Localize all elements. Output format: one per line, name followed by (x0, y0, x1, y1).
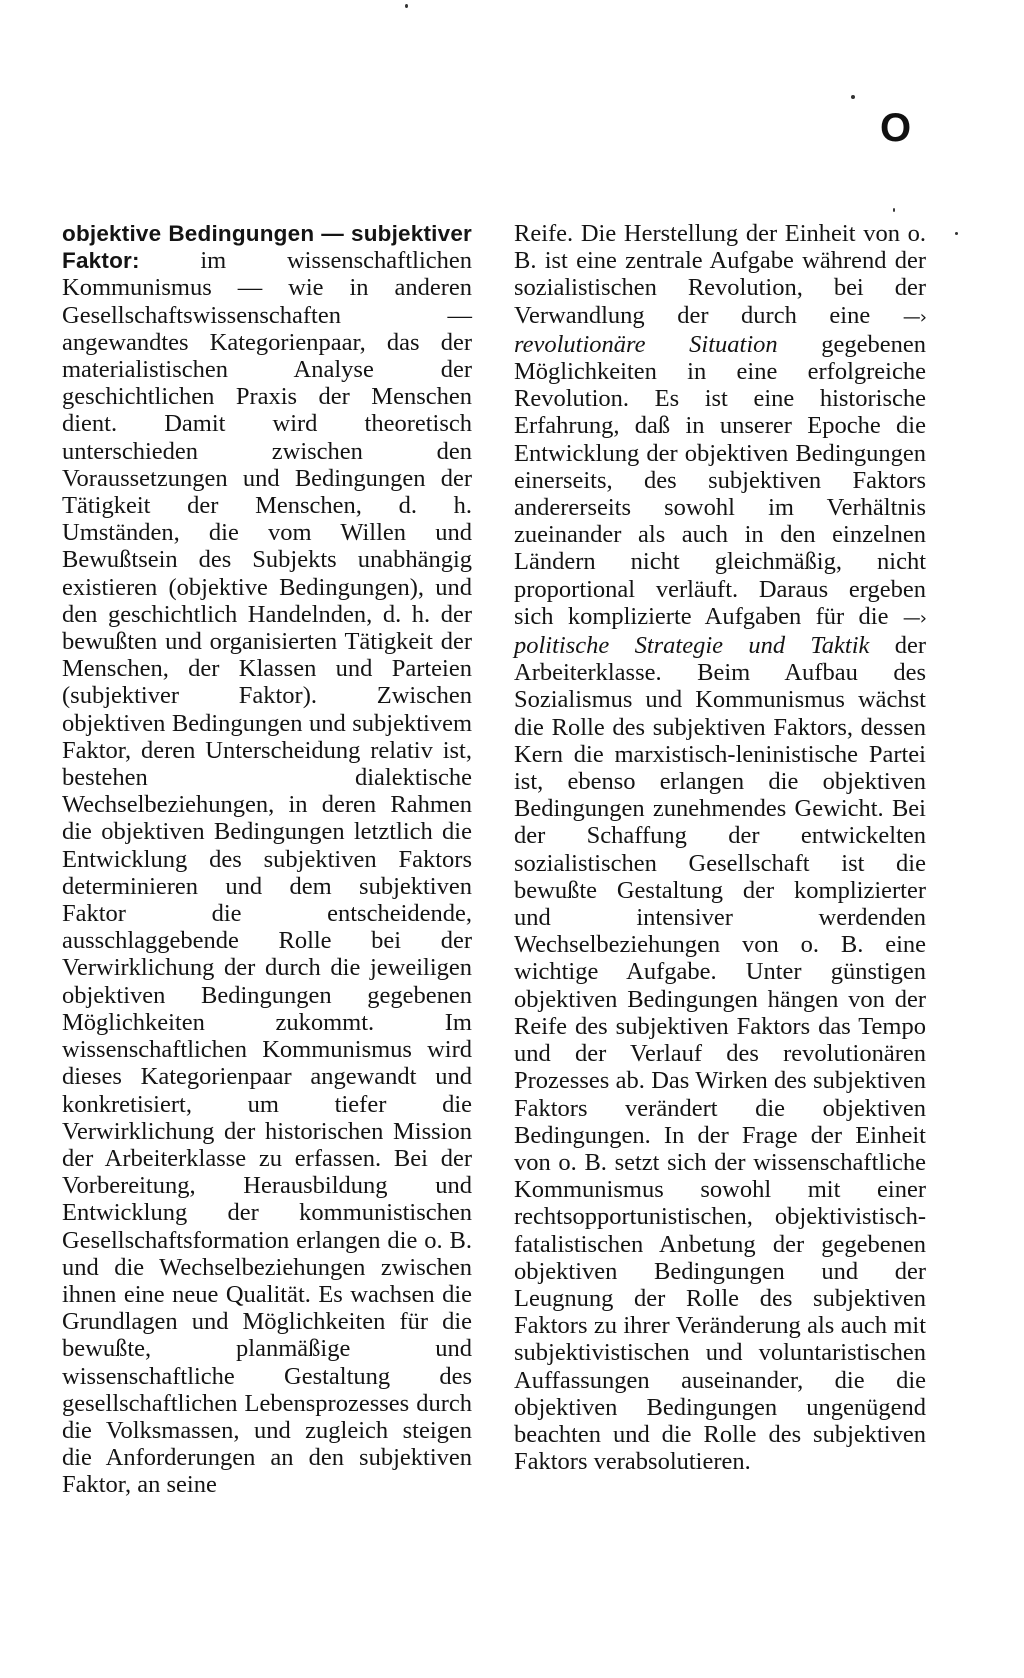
cross-reference-revolutionary-situation[interactable]: revolutionäre Situation (514, 330, 778, 358)
scan-speck (851, 95, 855, 99)
entry-headword: objektive Bedingungen — subjektiver Faktor: (62, 221, 472, 274)
entry-body-part-1: im wissenschaftlichen Kommunismus — wie in anderen Gesellschaftswissenschaften — angewandtes Kategorienpaar, das der materialistischen Analyse der geschichtlichen Praxis der Menschen dient. Damit wird theoretisch unterschieden zwischen den Voraussetzungen und Bedingungen der Tätigkeit der Menschen, d. h. Umständen, die vom Willen und Bewußtsein des Subjekts unabhängig existieren (objektive Bedingungen), und den geschichtlich Handelnden, d. h. der bewußten und organisierten Tätigkeit der Menschen, der Klassen und Parteien (subjektiver Faktor). Zwischen objektiven Bedingungen und subjektivem Faktor, deren Unterscheidung relativ ist, bestehen dialektische Wechselbeziehungen, in deren Rahmen die objektiven Bedingungen letztlich die Entwicklung des subjektiven Faktors determinieren und dem subjektiven Faktor die entscheidende, ausschlaggebende Rolle bei der Verwirklichung der durch die jeweiligen objektiven Bedingungen gegebenen Möglichkeiten zukommt. Im wissenschaftlichen Kommunismus wird dieses Kategorienpaar angewandt und konkretisiert, um tiefer die Verwirklichung der historischen Mission der Arbeiterklasse zu erfassen. Bei der Vorbereitung, Herausbildung und Entwicklung der kommunistischen Gesellschaftsformation erlangen die o. B. und die Wechselbeziehungen zwischen ihnen eine neue Qualität. Es wachsen die Grundlagen und Möglichkeiten für die bewußte, planmäßige und wissenschaftliche Gestaltung des gesellschaftlichen Lebensprozesses durch die Volksmassen, und zugleich steigen die Anforderungen an den subjektiven Faktor, an seine (62, 247, 472, 1499)
entry-paragraph-continued (514, 220, 926, 1475)
entry-body-part-3: gegebenen Möglichkeiten in eine erfolgreiche Revolution. Es ist eine historische Erfahrung, daß in unserer Epoche die Entwicklung der objektiven Bedingungen einerseits, des subjektiven Faktors andererseits sowohl im Verhältnis zueinander als auch in den einzelnen Ländern nicht gleichmäßig, nicht proportional verläuft. Daraus ergeben sich komplizierte Aufgaben für die (514, 330, 926, 630)
cross-reference-arrow-icon: —› (902, 607, 926, 629)
cross-reference-political-strategy[interactable]: politische Strategie und Taktik (514, 632, 870, 660)
left-column (62, 220, 472, 1499)
entry-body-part-2: Reife. Die Herstellung der Einheit von o. B. ist eine zentrale Aufgabe während der sozialistischen Revolution, bei der Verwandlung der durch eine (514, 220, 926, 329)
section-letter: O (880, 106, 912, 150)
entry-paragraph-start (62, 220, 472, 1499)
entry-body-part-4: der Arbeiterklasse. Beim Aufbau des Sozialismus und Kommunismus wächst die Rolle des subjektiven Faktors, dessen Kern die marxistisch-leninistische Partei ist, ebenso erlangen die objektiven Bedingungen zunehmendes Gewicht. Bei der Schaffung der entwickelten sozialistischen Gesellschaft ist die bewußte Gestaltung der komplizierter und intensiver werdenden Wechselbeziehungen von o. B. eine wichtige Aufgabe. Unter günstigen objektiven Bedingungen hängen von der Reife des subjektiven Faktors das Tempo und der Verlauf des revolutionären Prozesses ab. Das Wirken des subjektiven Faktors verändert die objektiven Bedingungen. In der Frage der Einheit von o. B. setzt sich der wissenschaftliche Kommunismus sowohl mit einer rechtsopportunistischen, objektivistisch-fatalistischen Anbetung der gegebenen objektiven Bedingungen und der Leugnung der Rolle des subjektiven Faktors zu ihrer Veränderung als auch mit subjektivistischen und voluntaristischen Auffassungen auseinander, die die objektiven Bedingungen ungenügend beachten und die Rolle des subjektiven Faktors verabsolutieren. (514, 632, 926, 1476)
cross-reference-arrow-icon: —› (902, 306, 926, 328)
right-column (514, 220, 926, 1475)
scan-speck (893, 208, 895, 212)
scan-speck (955, 232, 958, 235)
scan-speck (405, 4, 408, 8)
